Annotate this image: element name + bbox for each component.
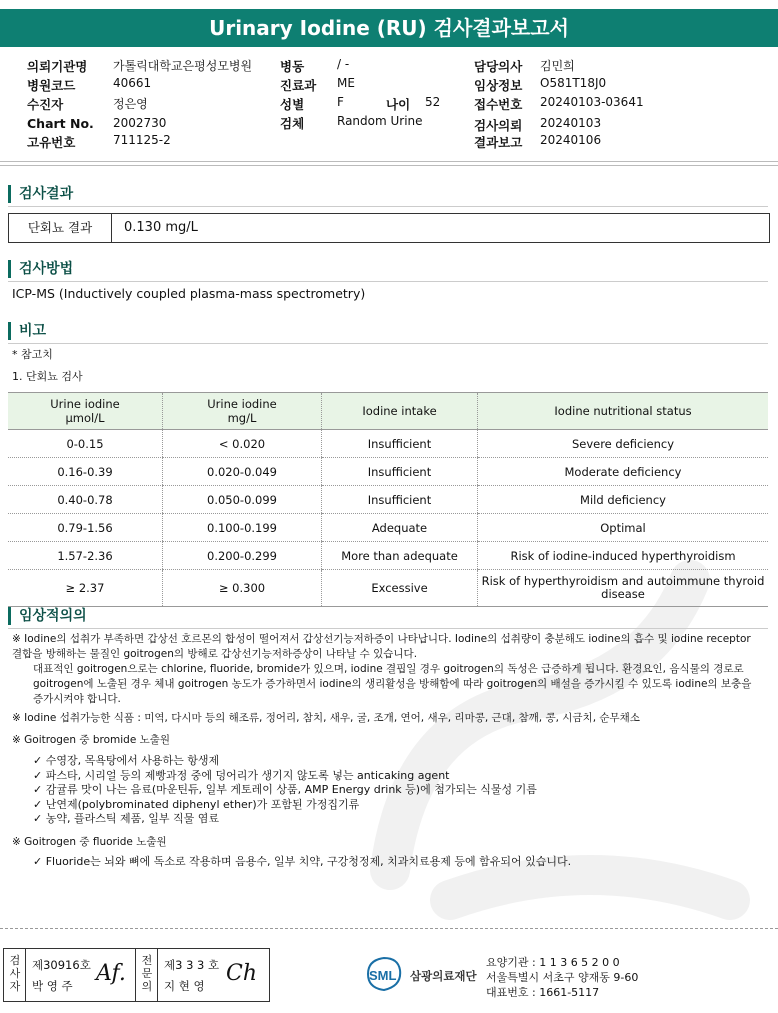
section-remark-heading: 비고 <box>8 322 46 340</box>
org-address: 서울특별시 서초구 양재동 9-60 <box>486 971 639 984</box>
inspector-name: 박 영 주 <box>32 979 73 993</box>
inspector-label: 검 사 자 <box>9 954 21 993</box>
table-cell: Insufficient <box>322 430 478 458</box>
list-item: ✓ Fluoride는 뇌와 뼈에 독소로 작용하며 음용수, 일부 치약, 구강청정제, 치과치료용제 등에 함유되어 있습니다. <box>33 855 572 868</box>
label-unique-no: 고유번호 <box>27 135 76 150</box>
table-cell: 1.57-2.36 <box>8 542 163 570</box>
table-cell: Optimal <box>478 514 769 542</box>
institution-value: 가톨릭대학교은평성모병원 <box>113 59 253 73</box>
label-institution: 의뢰기관명 <box>27 59 88 74</box>
org-phone: 대표번호 : 1661-5117 <box>486 986 600 999</box>
table-cell: Moderate deficiency <box>478 458 769 486</box>
result-label: 단회뇨 결과 <box>9 214 112 242</box>
section-line <box>8 628 768 629</box>
svg-text:SML: SML <box>369 968 397 983</box>
reviewer-name: 지 현 영 <box>164 979 205 993</box>
table-cell: ≥ 2.37 <box>8 570 163 607</box>
table-cell: 0.16-0.39 <box>8 458 163 486</box>
method-text: ICP-MS (Inductively coupled plasma-mass spectrometry) <box>12 286 366 301</box>
reference-table <box>8 392 768 607</box>
label-age: 나이 <box>386 97 411 112</box>
chart-no-value: 2002730 <box>113 116 167 130</box>
divider <box>0 161 778 162</box>
table-cell: 0.050-0.099 <box>163 486 322 514</box>
request-date-value: 20240103 <box>540 116 602 130</box>
section-line <box>8 206 768 207</box>
list-item: ✓ 난연제(polybrominated diphenyl ether)가 포함된 가정집기류 <box>33 798 360 811</box>
inspector-signature: Af. <box>96 961 126 986</box>
table-cell: 0.100-0.199 <box>163 514 322 542</box>
label-report-date: 결과보고 <box>474 135 523 150</box>
column-header: Iodine intake <box>322 393 478 430</box>
clinical-paragraph-2: 대표적인 goitrogen으로는 chlorine, fluoride, bromide가 있으며, iodine 결핍일 경우 goitrogen의 독성은 급증하게 됩니다. 환경요인, 음식물의 경로로 goitrogen에 노출된 경우 체내 goitrogen 농도가 증가하면서 iodine의 생리활성을 방해함에 따라 goitrogen의 배설을 증가시킬 수 있도록 iodine의 보충을 증가시켜야 합니다. <box>33 663 752 705</box>
table-row <box>8 570 768 607</box>
table-cell: 0.020-0.049 <box>163 458 322 486</box>
specimen-value: Random Urine <box>337 114 423 128</box>
report-date-value: 20240106 <box>540 133 602 147</box>
label-hospital-code: 병원코드 <box>27 78 76 93</box>
label-clinical-info: 임상정보 <box>474 78 523 93</box>
label-receipt-no: 접수번호 <box>474 97 523 112</box>
column-header: Urine iodine mg/L <box>163 393 322 430</box>
column-header: Iodine nutritional status <box>478 393 769 430</box>
table-row <box>8 486 768 514</box>
table-cell: 0.40-0.78 <box>8 486 163 514</box>
table-cell: Insufficient <box>322 486 478 514</box>
label-specimen: 검체 <box>280 116 305 131</box>
table-cell: 0-0.15 <box>8 430 163 458</box>
table-row <box>8 542 768 570</box>
table-cell: Excessive <box>322 570 478 607</box>
doctor-value: 김민희 <box>540 59 575 73</box>
table-cell: Insufficient <box>322 458 478 486</box>
table-cell: 0.200-0.299 <box>163 542 322 570</box>
sex-value: F <box>337 95 344 109</box>
section-method-heading: 검사방법 <box>8 260 73 278</box>
department-value: ME <box>337 76 355 90</box>
column-header: Urine iodine μmol/L <box>8 393 163 430</box>
label-patient: 수진자 <box>27 97 64 112</box>
result-value: 0.130 mg/L <box>124 220 198 235</box>
label-department: 진료과 <box>280 78 317 93</box>
table-row <box>8 458 768 486</box>
footer-divider <box>0 928 778 929</box>
result-box <box>8 213 770 243</box>
label-sex: 성별 <box>280 97 305 112</box>
list-item: ✓ 감귤류 맛이 나는 음료(마운틴듀, 일부 게토레이 상품, AMP Energy drink 등)에 첨가되는 식물성 기름 <box>33 783 537 796</box>
list-item: ✓ 수영장, 목욕탕에서 사용하는 항생제 <box>33 754 220 767</box>
table-header-row <box>8 393 768 430</box>
table-cell: Adequate <box>322 514 478 542</box>
age-value: 52 <box>425 95 441 109</box>
table-cell: ≥ 0.300 <box>163 570 322 607</box>
section-clinical-heading: 임상적의의 <box>8 607 87 625</box>
list-item: ✓ 파스타, 시리얼 등의 제빵과정 중에 덩어리가 생기지 않도록 넣는 anticaking agent <box>33 769 450 782</box>
label-ward: 병동 <box>280 59 305 74</box>
label-chart-no: Chart No. <box>27 116 94 131</box>
table-row <box>8 514 768 542</box>
list-item: ✓ 농약, 플라스틱 제품, 일부 직물 염료 <box>33 812 219 825</box>
clinical-paragraph-1: ※ Iodine의 섭취가 부족하면 갑상선 호르몬의 합성이 떨어져서 갑상선기능저하증이 나타납니다. Iodine의 섭취량이 충분해도 iodine의 흡수 및 iodine receptor 결합을 방해하는 물질인 goitrogen의 방해로 갑상선기능저하증상이 나타날 수 있습니다. <box>12 633 751 660</box>
clinical-info-value: O581T18J0 <box>540 76 607 90</box>
divider <box>0 165 778 166</box>
bromide-sources-heading: ※ Goitrogen 중 bromide 노출원 <box>12 734 171 746</box>
reviewer-signature: Ch <box>226 961 258 986</box>
table-cell: Severe deficiency <box>478 430 769 458</box>
section-line <box>8 343 768 344</box>
label-request-date: 검사의뢰 <box>474 118 523 133</box>
table-cell: Risk of hyperthyroidism and autoimmune thyroid disease <box>478 570 769 607</box>
section-result-heading: 검사결과 <box>8 185 73 203</box>
receipt-no-value: 20240103-03641 <box>540 95 644 109</box>
section-line <box>8 281 768 282</box>
ward-value: / - <box>337 57 350 71</box>
reference-label: * 참고치 <box>12 348 53 361</box>
signature-box <box>3 948 270 1002</box>
reviewer-label: 전 문 의 <box>141 954 153 993</box>
label-doctor: 담당의사 <box>474 59 523 74</box>
table-cell: 0.79-1.56 <box>8 514 163 542</box>
hospital-code-value: 40661 <box>113 76 152 90</box>
table-cell: Risk of iodine-induced hyperthyroidism <box>478 542 769 570</box>
table-cell: Mild deficiency <box>478 486 769 514</box>
org-name: 삼광의료재단 <box>410 969 477 983</box>
table-cell: More than adequate <box>322 542 478 570</box>
org-code: 요양기관 : 1 1 3 6 5 2 0 0 <box>486 956 620 969</box>
table-cell: < 0.020 <box>163 430 322 458</box>
unique-no-value: 711125-2 <box>113 133 171 147</box>
report-title: Urinary Iodine (RU) 검사결과보고서 <box>0 9 778 47</box>
patient-value: 정은영 <box>113 97 148 111</box>
iodine-foods: ※ Iodine 섭취가능한 식품 : 미역, 다시마 등의 해조류, 정어리, 참치, 새우, 굴, 조개, 연어, 새우, 리마콩, 근대, 참깨, 콩, 시금치, 순무채소 <box>12 712 640 724</box>
fluoride-sources-heading: ※ Goitrogen 중 fluoride 노출원 <box>12 836 167 848</box>
reviewer-number: 제3 3 3 호 <box>164 958 220 972</box>
table-row <box>8 430 768 458</box>
inspector-number: 제30916호 <box>32 958 91 972</box>
reference-sublabel: 1. 단회뇨 검사 <box>12 370 83 383</box>
sml-logo-icon <box>364 956 404 992</box>
